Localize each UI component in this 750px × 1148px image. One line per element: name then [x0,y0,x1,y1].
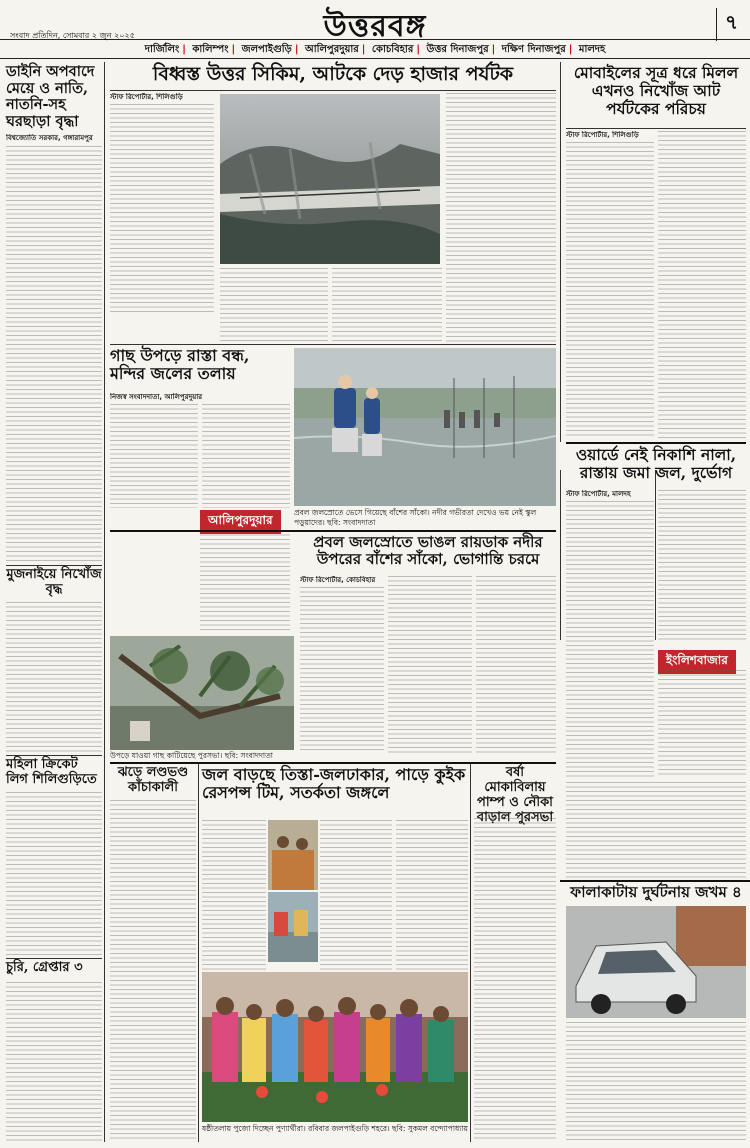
article-body [320,820,392,970]
byline: স্টাফ রিপোর্টার, মালদহ [566,490,631,498]
accident-headline: ফালাকাটায় দুর্ঘটনায় জখম ৪ [570,883,742,901]
district: মালদহ [578,44,606,55]
lead-headline: বিধ্বস্ত উত্তর সিকিম, আটকে দেড় হাজার পর্যটক [152,63,514,85]
article-body [566,142,654,438]
byline: বিশ্বজ্যোতি সরকার, গঙ্গারামপুর [6,134,93,142]
article-body [200,530,290,630]
photo-fallen-tree [110,636,294,750]
third-headline: প্রবল জলস্রোতে ভাঙল রায়ডাক নদীর উপরের বাঁশের সাঁকো, ভোগান্তি চরমে [313,533,543,569]
article-body [566,501,654,777]
article-body [202,820,266,970]
article-body [110,800,196,1142]
column-rule [560,470,561,640]
photo-students-wading [294,348,556,506]
district-bar: দার্জিলিং | কালিম্পং | জলপাইগুড়ি | আলিপুরদুয়ার | কোচবিহার | উত্তর দিনাজপুর | দক্ষিণ দিনাজপুর | মালদহ [0,41,750,59]
article-body [110,104,214,312]
photo-caption: প্রবল জলস্রোতে ভেসে গিয়েছে বাঁশের সাঁকো। নদীর গভীরতা দেখেও ভয় নেই স্কুল পড়ুয়াদের। ছবি: সংবাদদাতা [294,508,537,527]
byline: স্টাফ রিপোর্টার, কোচবিহার [300,576,376,584]
byline: নিজস্ব সংবাদদাতা, আলিপুরদুয়ার [110,393,203,401]
article-body [658,490,746,642]
right-headline-mobile: মোবাইলের সূত্র ধরে মিলল এখনও নিখোঁজ আট পর্যটকের পরিচয় [573,63,739,118]
column-rule [104,62,105,1142]
article-body [6,146,102,562]
article-body [566,1022,746,1142]
article-body [658,131,746,438]
left-headline-witch: ডাইনি অপবাদে মেয়ে ও নাতি, নাতনি-সহ ঘরছাড়া বৃদ্ধা [6,63,95,131]
lead-photo-landslide [220,94,440,264]
left-headline-cricket: মহিলা ক্রিকেট লিগ শিলিগুড়িতে [6,757,97,787]
teesta-headline: জল বাড়ছে তিস্তা-জলঢাকার, পাড়ে কুইক রেসপন্স টিম, সতর্কতা জঙ্গলে [202,765,466,803]
article-body [474,818,556,1142]
edition-line: সংবাদ প্রতিদিন, সোমবার ২ জুন ২০২৫ [10,31,135,40]
photo-rescue-team [268,820,318,890]
byline: স্টাফ রিপোর্টার, শিলিগুড়ি [110,93,183,101]
district: কোচবিহার [371,44,414,55]
district: দক্ষিণ দিনাজপুর [501,44,566,55]
second-headline: গাছ উপড়ে রাস্তা বন্ধ, মন্দির জলের তলায় [110,346,250,384]
article-body [388,576,472,753]
column-rule [470,764,471,1142]
location-tag: ইংলিশবাজার [658,650,736,674]
right-headline-drain: ওয়ার্ডে নেই নিকাশি নালা, রাস্তায় জমা জল, দুর্ভোগ [575,445,737,482]
byline: স্টাফ রিপোর্টার, শিলিগুড়ি [566,131,639,139]
article-body [566,782,746,878]
column-rule [198,764,199,1142]
article-body [220,268,328,342]
article-body [202,404,290,508]
article-body [6,792,102,956]
article-body [300,587,384,753]
article-body [110,404,198,508]
column-rule [560,62,561,442]
left-headline-theft: চুরি, গ্রেপ্তার ৩ [6,960,83,975]
rain-headline: বর্ষা মোকাবিলায় পাম্প ও নৌকা বাড়াল পুরসভা [476,765,554,825]
page-number: ৭ [716,8,738,41]
article-body [446,93,556,342]
district: দার্জিলিং [144,44,180,55]
location-tag: আলিপুরদুয়ার [200,510,281,534]
left-headline-missing: মুজনাইয়ে নিখোঁজ বৃদ্ধ [6,567,102,597]
storm-headline: ঝড়ে লণ্ডভণ্ড কাঁচাকালী [117,765,189,795]
district: জলপাইগুড়ি [241,44,292,55]
photo-caption: উপড়ে যাওয়া গাছ কাটিয়েছে পুরসভা। ছবি: সংবাদদাতা [110,751,273,760]
article-body [6,982,102,1142]
masthead [0,0,750,44]
district: আলিপুরদুয়ার [304,44,359,55]
photo-market-worship [202,972,468,1122]
photo-boat-people [268,892,318,962]
article-body [658,670,746,777]
article-body [332,268,442,342]
district: কালিম্পং [192,44,229,55]
section-title: উত্তরবঙ্গ [323,9,427,44]
article-body [396,820,468,970]
article-body [6,602,102,752]
district: উত্তর দিনাজপুর [426,44,489,55]
photo-accident-car [566,906,746,1018]
article-body [476,576,556,753]
photo-caption: ষষ্ঠীতলায় পুজো দিচ্ছেন পুণ্যার্থীরা। রবিবার জলপাইগুড়ি শহরে। ছবি: সুকমল বন্দ্যোপাধ্যায় [202,1124,468,1133]
column-rule [655,470,656,640]
